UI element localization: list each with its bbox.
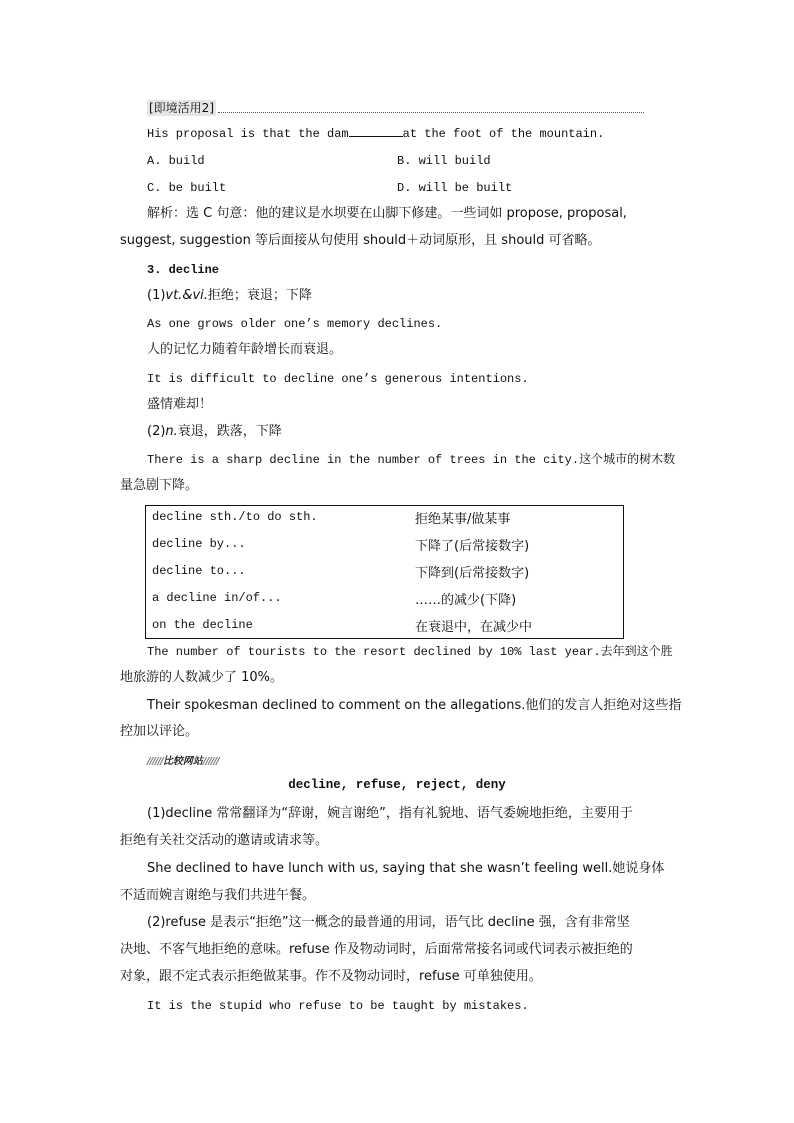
question-stem xyxy=(147,124,604,143)
phrase-zh: 下降到(后常接数字) xyxy=(415,566,530,581)
section-tag: [即境活用2] xyxy=(149,101,214,115)
example-2-zh: 盛情难却！ xyxy=(147,397,213,412)
hatch-decoration-right: ////// xyxy=(202,756,219,767)
sense-1-number: (1) xyxy=(147,288,166,303)
compare-p1-line-2: 拒绝有关社交活动的邀请或请求等。 xyxy=(120,833,329,848)
dotted-rule xyxy=(218,112,644,113)
example-3-line-2: 量急剧下降。 xyxy=(120,478,199,493)
stem-after: at the foot of the mountain. xyxy=(402,127,605,141)
phrase-zh: 在衰退中，在减少中 xyxy=(415,620,533,635)
compare-label: 比较网站 xyxy=(162,756,203,767)
example-1-zh: 人的记忆力随着年龄增长而衰退。 xyxy=(147,342,343,357)
example-3-line-1: There is a sharp decline in the number of trees in the city.这个城市的树木数 xyxy=(147,453,676,467)
table-row xyxy=(146,560,623,587)
compare-p1-example-line-1: She declined to have lunch with us, saying that she wasn’t feeling well.她说身体 xyxy=(147,861,665,876)
phrase-zh: 下降了(后常接数字) xyxy=(415,539,530,554)
sense-2-definition: 衰退，跌落，下降 xyxy=(177,424,282,439)
table-row xyxy=(146,506,623,533)
option-d: D. will be built xyxy=(397,181,513,195)
option-a: A. build xyxy=(147,154,205,168)
sense-2-pos: n. xyxy=(165,424,178,439)
example-2-en: It is difficult to decline one’s generous intentions. xyxy=(147,372,529,386)
phrase-en: decline to... xyxy=(152,564,246,578)
compare-p2-example: It is the stupid who refuse to be taught by mistakes. xyxy=(147,999,529,1013)
compare-p2-line-2: 决地、不客气地拒绝的意味。refuse 作及物动词时，后面常常接名词或代词表示被拒绝的 xyxy=(120,942,633,957)
stem-before: His proposal is that the dam xyxy=(147,127,349,141)
entry-title: 3. decline xyxy=(147,263,220,277)
example-1-en: As one grows older one’s memory declines. xyxy=(147,317,443,331)
table-row xyxy=(146,587,623,614)
table-row xyxy=(146,614,623,641)
sense-1 xyxy=(147,287,312,305)
phrase-table xyxy=(145,505,624,639)
sense-2-number: (2) xyxy=(147,424,166,439)
sense-1-pos: vt.&vi. xyxy=(165,288,208,303)
compare-banner xyxy=(147,752,219,767)
phrase-en: a decline in/of... xyxy=(152,591,282,605)
compare-title: decline, refuse, reject, deny xyxy=(288,778,506,792)
table-row xyxy=(146,533,623,560)
example-5-line-2: 控加以评论。 xyxy=(120,724,199,739)
sense-1-definition: 拒绝；衰退；下降 xyxy=(207,288,312,303)
example-4-line-2: 地旅游的人数减少了 10%。 xyxy=(120,670,284,685)
option-c: C. be built xyxy=(147,181,227,195)
phrase-zh: ……的减少(下降) xyxy=(415,593,517,608)
example-5-line-1: Their spokesman declined to comment on the allegations.他们的发言人拒绝对这些指 xyxy=(147,698,682,713)
option-b: B. will build xyxy=(397,154,491,168)
compare-p2-line-3: 对象，跟不定式表示拒绝做某事。作不及物动词时，refuse 可单独使用。 xyxy=(120,969,542,984)
sense-2 xyxy=(147,423,282,441)
compare-p1-line-1: (1)decline 常常翻译为“辞谢，婉言谢绝”，指有礼貌地、语气委婉地拒绝，主要用于 xyxy=(147,806,633,821)
analysis-line-1: 解析：选 C 句意：他的建议是水坝要在山脚下修建。一些词如 propose, proposal, xyxy=(147,206,627,221)
phrase-en: on the decline xyxy=(152,618,253,632)
example-4-line-1: The number of tourists to the resort declined by 10% last year.去年到这个胜 xyxy=(147,645,673,659)
answer-blank xyxy=(349,124,403,137)
compare-p2-line-1: (2)refuse 是表示“拒绝”这一概念的最普通的用词，语气比 decline 强，含有非常坚 xyxy=(147,915,630,930)
phrase-en: decline sth./to do sth. xyxy=(152,510,318,524)
phrase-zh: 拒绝某事/做某事 xyxy=(415,512,511,527)
analysis-line-2: suggest, suggestion 等后面接从句使用 should＋动词原形，且 should 可省略。 xyxy=(120,233,601,248)
compare-p1-example-line-2: 不适而婉言谢绝与我们共进午餐。 xyxy=(120,888,316,903)
hatch-decoration-left: ////// xyxy=(147,756,163,767)
phrase-en: decline by... xyxy=(152,537,246,551)
